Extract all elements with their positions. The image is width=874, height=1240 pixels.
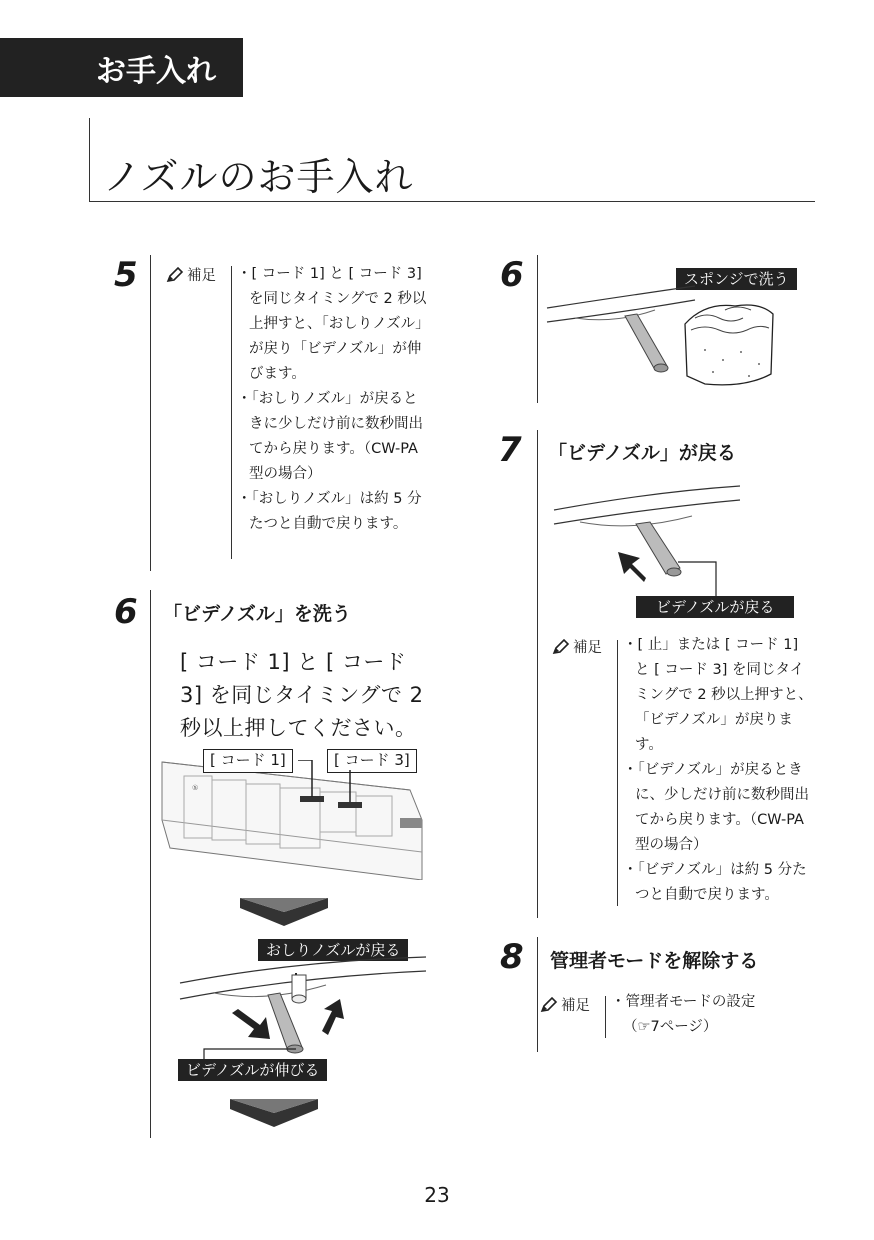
svg-text:⑤: ⑤ — [192, 784, 199, 792]
step-7-notes — [623, 633, 815, 908]
note-bullet: ・「おしりノズル」は約 5 分たつと自動で戻ります。 — [237, 491, 422, 532]
step-5-notes — [237, 262, 429, 537]
label-oshiri-returns: おしりノズルが戻る — [258, 939, 408, 961]
code-leader-lines — [290, 760, 370, 810]
step-8-heading: 管理者モードを解除する — [550, 950, 759, 972]
label-bidet-returns: ビデノズルが戻る — [636, 596, 794, 618]
step-6-number: 6 — [114, 592, 138, 632]
step-7-note-rule — [617, 640, 618, 906]
note-bullet: ・「ビデノズル」が戻るときに、少しだけ前に数秒間出てから戻ります。（CW-PA 型の場合） — [623, 762, 809, 853]
hosoku-label: 補足 — [561, 998, 590, 1014]
code-1-label: [ コード 1] — [203, 749, 293, 773]
title-rule-vertical — [89, 118, 90, 202]
step-5-hosoku — [166, 264, 216, 285]
step-5-rule — [150, 255, 151, 571]
nozzle-swap-illustration — [176, 955, 436, 1075]
step-6-instruction: [ コード 1] と [ コード 3] を同じタイミングで 2 秒以上押してください。 — [180, 650, 424, 740]
pencil-icon — [540, 997, 558, 1013]
down-arrow-icon — [240, 896, 328, 928]
note-bullet: ・「おしりノズル」が戻るときに少しだけ前に数秒間出てから戻ります。（CW-PA 型の場合） — [237, 391, 423, 482]
step-6-heading: 「ビデノズル」を洗う — [163, 603, 351, 625]
note-bullet: ・管理者モードの設定 — [611, 994, 756, 1010]
pencil-icon — [552, 639, 570, 655]
section-tab: お手入れ — [0, 38, 243, 97]
step-8-hosoku — [540, 994, 590, 1015]
hosoku-label: 補足 — [187, 268, 216, 284]
step-7-hosoku — [552, 636, 602, 657]
bidet-return-illustration — [552, 480, 802, 600]
code-3-label: [ コード 3] — [327, 749, 417, 773]
step-8-number: 8 — [500, 937, 524, 977]
hosoku-label: 補足 — [573, 640, 602, 656]
step-7-heading: 「ビデノズル」が戻る — [548, 442, 736, 464]
step-8-note-rule — [605, 996, 606, 1038]
step-6-right-rule — [537, 255, 538, 403]
note-bullet: ・「ビデノズル」は約 5 分たつと自動で戻ります。 — [623, 862, 807, 903]
step-8-notes — [611, 990, 801, 1040]
step-6-rule — [150, 590, 151, 1138]
label-bidet-extends: ビデノズルが伸びる — [178, 1059, 327, 1081]
title-rule-horizontal — [89, 201, 815, 202]
note-bullet: ・[ コード 1] と [ コード 3] を同じタイミングで 2 秒以上押すと、「おしりノズル」が戻り「ビデノズル」が伸びます。 — [237, 266, 427, 382]
step-8-rule — [537, 937, 538, 1052]
label-sponge: スポンジで洗う — [676, 268, 797, 290]
sponge-cleaning-illustration — [545, 284, 785, 394]
page-number: 23 — [424, 1183, 450, 1207]
step-6-right-number: 6 — [500, 255, 524, 295]
down-arrow-icon — [230, 1097, 318, 1129]
page-title: ノズルのお手入れ — [103, 155, 414, 199]
step-5-note-rule — [231, 266, 232, 559]
step-5-number: 5 — [114, 255, 138, 295]
step-7-number: 7 — [498, 430, 522, 470]
pencil-icon — [166, 267, 184, 283]
note-bullet: ・[ 止」または [ コード 1] と [ コード 3] を同じタイミングで 2 秒以上押すと、「ビデノズル」が戻ります。 — [623, 637, 813, 753]
page-reference: （☞7ページ） — [623, 1019, 718, 1035]
step-7-rule — [537, 430, 538, 918]
